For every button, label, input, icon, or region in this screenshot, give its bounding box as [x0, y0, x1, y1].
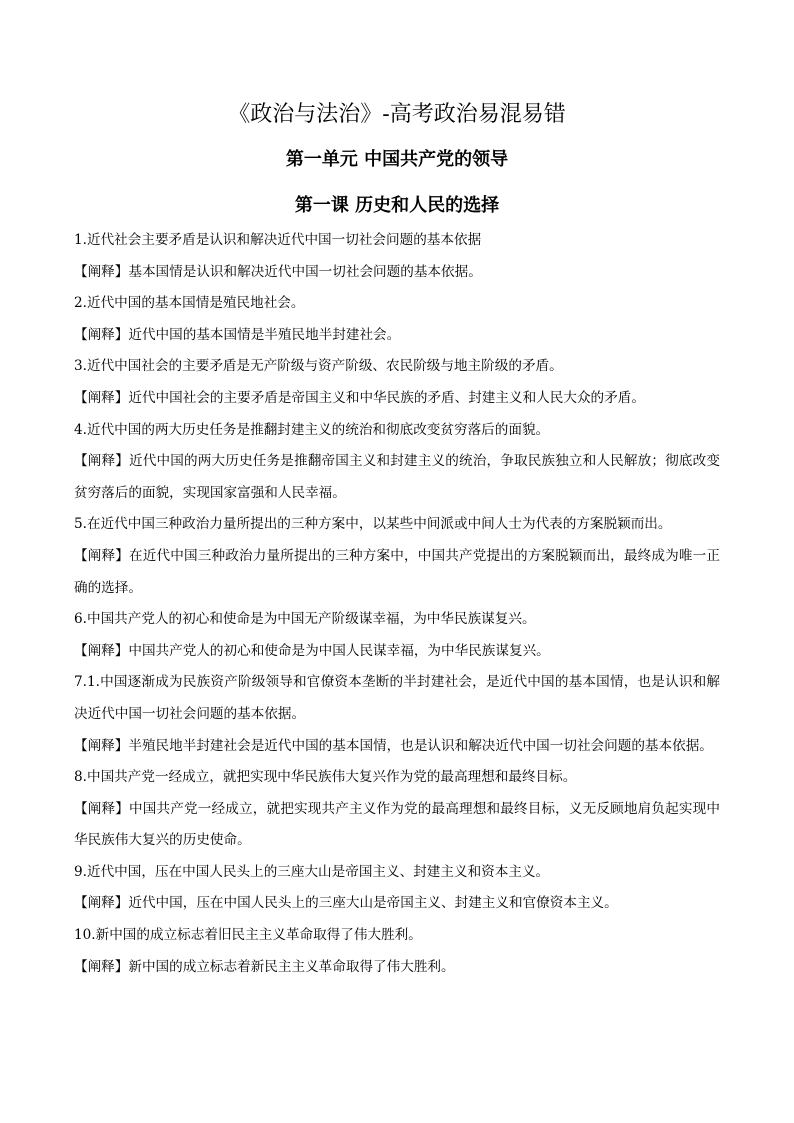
- item-statement: 8.中国共产党一经成立，就把实现中华民族伟大复兴作为党的最高理想和最终目标。: [74, 769, 577, 786]
- explanation-text: 近代中国的基本国情是半殖民地半封建社会。: [128, 326, 401, 343]
- document-title: 《政治与法治》-高考政治易混易错: [228, 102, 566, 127]
- item-statement: 7.1.中国逐渐成为民族资产阶级领导和官僚资本垄断的半封建社会，是近代中国的基本国情，也是认识和解决近代中国一切社会问题的基本依据。: [74, 674, 720, 722]
- explanation-text: 新中国的成立标志着新民主主义革命取得了伟大胜利。: [128, 958, 455, 975]
- explanation-text: 基本国情是认识和解决近代中国一切社会问题的基本依据。: [128, 263, 482, 280]
- explanation-text: 半殖民地半封建社会是近代中国的基本国情，也是认识和解决近代中国一切社会问题的基本依据。: [128, 737, 713, 754]
- item-explanation: [74, 794, 720, 857]
- explain-tag: 【阐释】: [74, 895, 129, 912]
- item-list: [74, 225, 720, 983]
- explain-tag: 【阐释】: [74, 800, 129, 817]
- item-statement: 6.中国共产党人的初心和使命是为中国无产阶级谋幸福，为中华民族谋复兴。: [74, 611, 536, 628]
- item-explanation: [74, 952, 720, 984]
- item-explanation: [74, 636, 720, 668]
- item-explanation: [74, 541, 720, 604]
- explain-tag: 【阐释】: [74, 326, 129, 343]
- unit-heading: 第一单元 中国共产党的领导: [285, 149, 509, 170]
- item-statement: 10.新中国的成立标志着旧民主主义革命取得了伟大胜利。: [74, 927, 422, 944]
- item-statement: 5.在近代中国三种政治力量所提出的三种方案中，以某些中间派或中间人士为代表的方案脱颖而出。: [74, 516, 672, 533]
- explain-tag: 【阐释】: [74, 642, 129, 659]
- lesson-heading: 第一课 历史和人民的选择: [294, 195, 500, 216]
- explanation-text: 近代中国社会的主要矛盾是帝国主义和中华民族的矛盾、封建主义和人民大众的矛盾。: [128, 389, 645, 406]
- explain-tag: 【阐释】: [74, 389, 129, 406]
- item-explanation: [74, 446, 720, 509]
- explanation-text: 近代中国，压在中国人民头上的三座大山是帝国主义、封建主义和官僚资本主义。: [128, 895, 618, 912]
- explain-tag: 【阐释】: [74, 547, 129, 564]
- item-explanation: [74, 731, 720, 763]
- explanation-text: 近代中国的两大历史任务是推翻帝国主义和封建主义的统治，争取民族独立和人民解放；彻底改变贫穷落后的面貌，实现国家富强和人民幸福。: [74, 453, 721, 501]
- item-explanation: [74, 888, 720, 920]
- explanation-text: 中国共产党人的初心和使命是为中国人民谋幸福，为中华民族谋复兴。: [128, 642, 550, 659]
- item-statement: 4.近代中国的两大历史任务是推翻封建主义的统治和彻底改变贫穷落后的面貌。: [74, 421, 550, 438]
- item-statement: 2.近代中国的基本国情是殖民地社会。: [74, 295, 305, 312]
- explain-tag: 【阐释】: [74, 453, 129, 470]
- explanation-text: 在近代中国三种政治力量所提出的三种方案中，中国共产党提出的方案脱颖而出，最终成为唯一正确的选择。: [74, 547, 721, 596]
- item-statement: 3.近代中国社会的主要矛盾是无产阶级与资产阶级、农民阶级与地主阶级的矛盾。: [74, 358, 563, 375]
- explanation-text: 中国共产党一经成立，就把实现共产主义作为党的最高理想和最终目标，义无反顾地肩负起实现中华民族伟大复兴的历史使命。: [74, 800, 721, 849]
- explain-tag: 【阐释】: [74, 263, 129, 280]
- item-explanation: [74, 257, 720, 289]
- item-statement: 1.近代社会主要矛盾是认识和解决近代中国一切社会问题的基本依据: [74, 232, 482, 248]
- explain-tag: 【阐释】: [74, 958, 129, 975]
- item-explanation: [74, 320, 720, 352]
- item-statement: 9.近代中国，压在中国人民头上的三座大山是帝国主义、封建主义和资本主义。: [74, 863, 550, 880]
- explain-tag: 【阐释】: [74, 737, 129, 754]
- item-explanation: [74, 383, 720, 415]
